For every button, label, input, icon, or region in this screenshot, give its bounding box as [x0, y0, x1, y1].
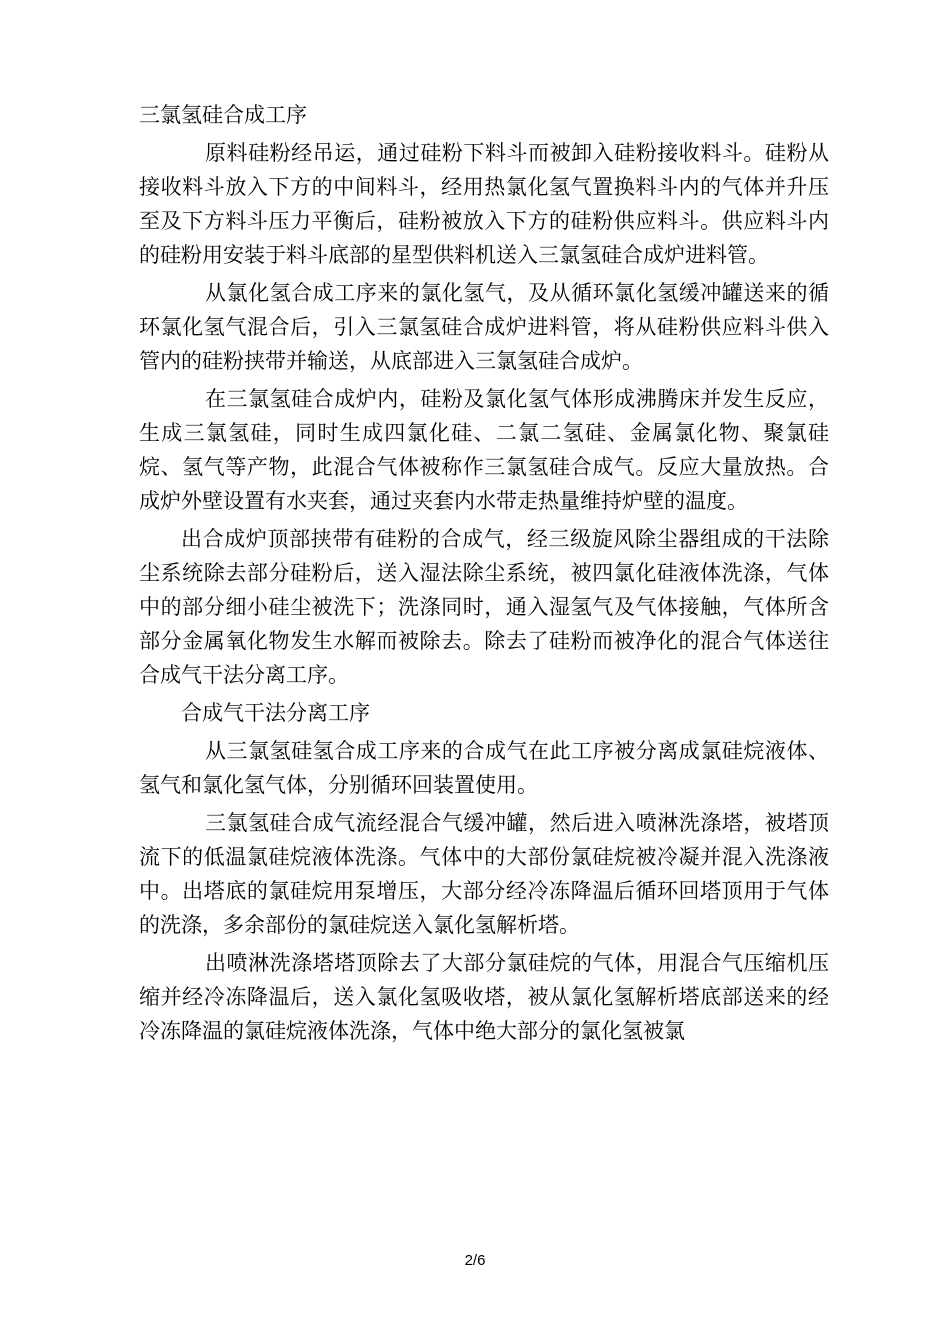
page-number: 2/6 — [464, 1252, 486, 1269]
paragraph-silicon-powder-feed: 原料硅粉经吊运，通过硅粉下料斗而被卸入硅粉接收料斗。硅粉从接收料斗放入下方的中间料斗，经用热氯化氢气置换料斗内的气体并升压至及下方料斗压力平衡后，硅粉被放入下方的硅粉供应料斗。供应料斗内的硅粉用安装于料斗底部的星型供料机送入三氯氢硅合成炉进料管。 — [139, 141, 829, 267]
paragraph-hcl-absorption: 出喷淋洗涤塔塔顶除去了大部分氯硅烷的气体，用混合气压缩机压缩并经冷冻降温后，送入氯化氢吸收塔，被从氯化氢解析塔底部送来的经冷冻降温的氯硅烷液体洗涤，气体中绝大部分的氯化氢被氯 — [139, 951, 829, 1043]
paragraph-spray-washing: 三氯氢硅合成气流经混合气缓冲罐，然后进入喷淋洗涤塔，被塔顶流下的低温氯硅烷液体洗涤。气体中的大部份氯硅烷被冷凝并混入洗涤液中。出塔底的氯硅烷用泵增压，大部分经冷冻降温后循环回塔顶用于气体的洗涤，多余部份的氯硅烷送入氯化氢解析塔。 — [139, 811, 829, 937]
document-body — [139, 98, 829, 1052]
paragraph-dust-removal: 出合成炉顶部挟带有硅粉的合成气，经三级旋风除尘器组成的干法除尘系统除去部分硅粉后，送入湿法除尘系统，被四氯化硅液体洗涤，气体中的部分细小硅尘被洗下；洗涤同时，通入湿氢气及气体接触，气体所含部分金属氧化物发生水解而被除去。除去了硅粉而被净化的混合气体送往合成气干法分离工序。 — [139, 527, 829, 687]
paragraph-hcl-feed: 从氯化氢合成工序来的氯化氢气，及从循环氯化氢缓冲罐送来的循环氯化氢气混合后，引入三氯氢硅合成炉进料管，将从硅粉供应料斗供入管内的硅粉挟带并输送，从底部进入三氯氢硅合成炉。 — [139, 281, 829, 373]
paragraph-separation-overview: 从三氯氢硅氢合成工序来的合成气在此工序被分离成氯硅烷液体、氢气和氯化氢气体，分别循环回装置使用。 — [139, 739, 829, 797]
paragraph-reaction: 在三氯氢硅合成炉内，硅粉及氯化氢气体形成沸腾床并发生反应，生成三氯氢硅，同时生成四氯化硅、二氯二氢硅、金属氯化物、聚氯硅烷、氢气等产物，此混合气体被称作三氯氢硅合成气。反应大量放热。合成炉外壁设置有水夹套，通过夹套内水带走热量维持炉壁的温度。 — [139, 387, 829, 513]
section-title-dry-separation: 合成气干法分离工序 — [181, 701, 370, 725]
section-title-trichlorosilane-synthesis: 三氯氢硅合成工序 — [139, 103, 307, 127]
